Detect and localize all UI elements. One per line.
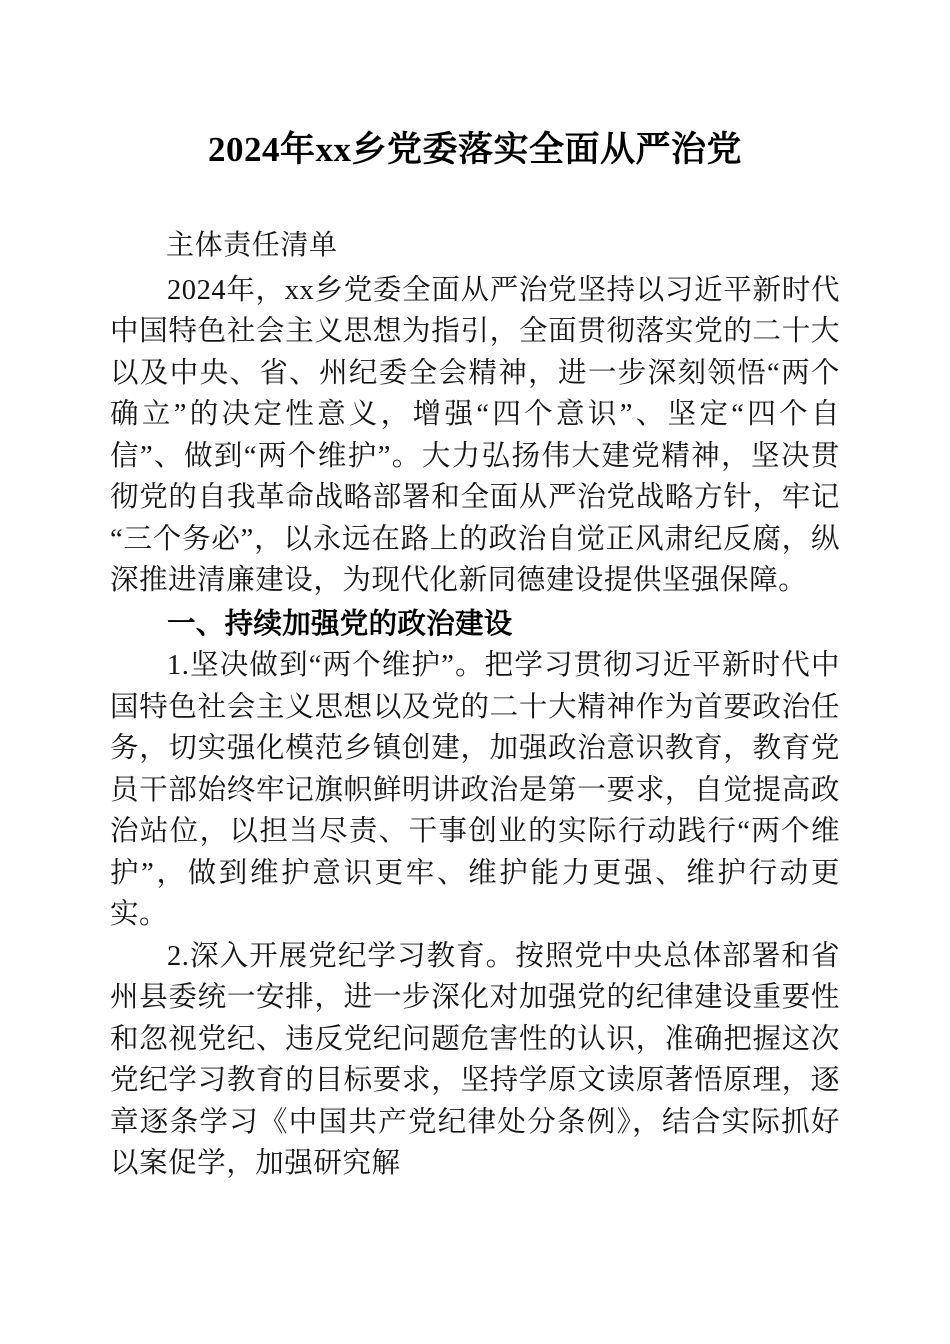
intro-paragraph: 2024年，xx乡党委全面从严治党坚持以习近平新时代中国特色社会主义思想为指引，全面贯彻落实党的二十大以及中央、省、州纪委全会精神，进一步深刻领悟“两个确立”的决定性意义，增强“四个意识”、坚定“四个自信”、做到“两个维护”。大力弘扬伟大建党精神，坚决贯彻党的自我革命战略部署和全面从严治党战略方针，牢记“三个务必”，以永远在路上的政治自觉正风肃纪反腐，纵深推进清廉建设，为现代化新同德建设提供坚强保障。	[110, 274, 840, 596]
section-heading-1: 一、持续加强党的政治建设	[167, 607, 513, 640]
page-title: 2024年xx乡党委落实全面从严治党	[207, 130, 742, 169]
document-subtitle: 主体责任清单	[166, 230, 338, 261]
item-1-paragraph: 1.坚决做到“两个维护”。把学习贯彻习近平新时代中国特色社会主义思想以及党的二十大精神作为首要政治任务，切实强化模范乡镇创建，加强政治意识教育，教育党员干部始终牢记旗帜鲜明讲政治是第一要求，自觉提高政治站位，以担当尽责、干事创业的实际行动践行“两个维护”，做到维护意识更牢、维护能力更强、维护行动更实。	[110, 650, 840, 930]
item-2-paragraph: 2.深入开展党纪学习教育。按照党中央总体部署和省州县委统一安排，进一步深化对加强党的纪律建设重要性和忽视党纪、违反党纪问题危害性的认识，准确把握这次党纪学习教育的目标要求，坚持学原文读原著悟原理，逐章逐条学习《中国共产党纪律处分条例》，结合实际抓好以案促学，加强研究解	[110, 940, 840, 1179]
